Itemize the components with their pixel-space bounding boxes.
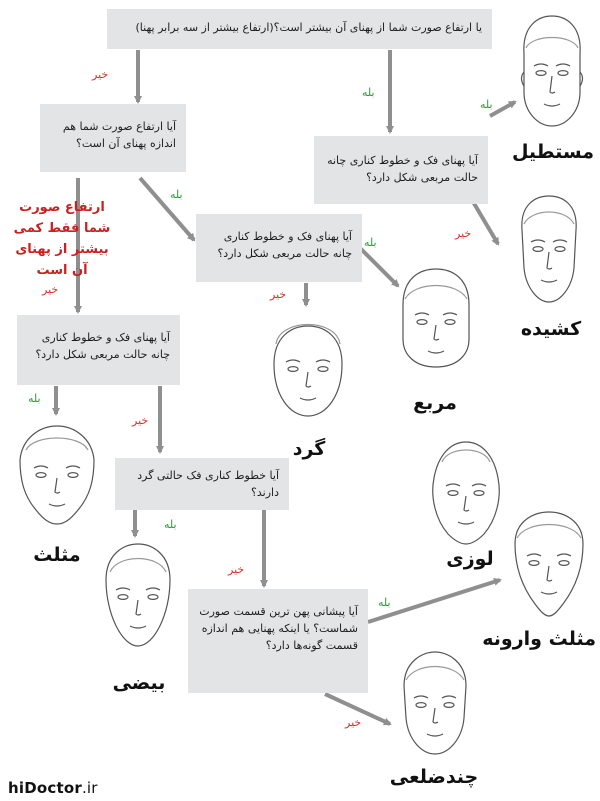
- inverted-triangle-face-illustration: [505, 508, 593, 620]
- shape-label-oval: بیضی: [112, 672, 166, 694]
- brand-name: hiDoctor: [8, 779, 82, 797]
- answer-no-label: خیر: [92, 68, 109, 81]
- brand-logo: [8, 779, 98, 797]
- arrow-q2-yes: [140, 178, 194, 240]
- question-height-vs-width-box: یا ارتفاع صورت شما از پهنای آن بیشتر است؟(ارتفاع بیشتر از سه برابر پهنا): [107, 9, 492, 49]
- question-height-equals-width-box: آیا ارتفاع صورت شما هم اندازه پهنای آن است؟: [40, 104, 186, 172]
- arrow-q3-no: [472, 200, 498, 244]
- height-slightly-more-note: ارتفاع صورت شما فقط کمی بیشتر از پهنای آن است: [13, 200, 111, 278]
- answer-yes-label: بله: [480, 98, 493, 111]
- answer-no-label: خیر: [132, 414, 149, 427]
- question-square-jaw-box-3: آیا پهنای فک و خطوط کناری چانه حالت مربعی شکل دارد؟: [17, 315, 180, 385]
- shape-label-diamond: لوزی: [446, 548, 494, 570]
- answer-no-label: خیر: [228, 563, 245, 576]
- question-forehead-widest-box: آیا پیشانی پهن ترین قسمت صورت شماست؟ یا اینکه پهنایی هم اندازه قسمت گونه‌ها دارد؟: [188, 589, 368, 693]
- question-square-jaw-box-1: آیا پهنای فک و خطوط کناری چانه حالت مربعی شکل دارد؟: [314, 136, 488, 204]
- question-square-jaw-box-2: آیا پهنای فک و خطوط کناری چانه حالت مربعی شکل دارد؟: [196, 214, 362, 282]
- polygon-face-illustration: [392, 648, 478, 760]
- question-round-jaw-box: آیا خطوط کناری فک حالتی گرد دارند؟: [115, 458, 289, 510]
- answer-no-label: خیر: [455, 227, 472, 240]
- answer-no-label: خیر: [42, 283, 59, 296]
- shape-label-rectangle: مستطیل: [511, 141, 595, 163]
- oblong-face-illustration: [508, 190, 590, 308]
- shape-label-square: مربع: [413, 392, 457, 414]
- brand-suffix: .ir: [81, 779, 98, 797]
- shape-label-triangle: مثلث: [33, 544, 81, 566]
- oval-face-illustration: [96, 540, 180, 652]
- diamond-face-illustration: [424, 436, 508, 548]
- shape-label-oblong: کشیده: [520, 318, 582, 340]
- answer-yes-label: بله: [378, 596, 391, 609]
- shape-label-round: گرد: [292, 438, 326, 460]
- answer-no-label: خیر: [345, 716, 362, 729]
- shape-label-inverted-triangle: مثلث وارونه: [482, 628, 596, 650]
- triangle-face-illustration: [12, 420, 102, 528]
- answer-no-label: خیر: [270, 288, 287, 301]
- round-face-illustration: [266, 308, 350, 426]
- answer-yes-label: بله: [364, 236, 377, 249]
- answer-yes-label: بله: [164, 518, 177, 531]
- square-face-illustration: [393, 265, 479, 373]
- answer-yes-label: بله: [28, 392, 41, 405]
- answer-yes-label: بله: [170, 188, 183, 201]
- rectangle-face-illustration: [512, 12, 592, 134]
- shape-label-polygon: چندضلعی: [389, 766, 479, 788]
- answer-yes-label: بله: [362, 86, 375, 99]
